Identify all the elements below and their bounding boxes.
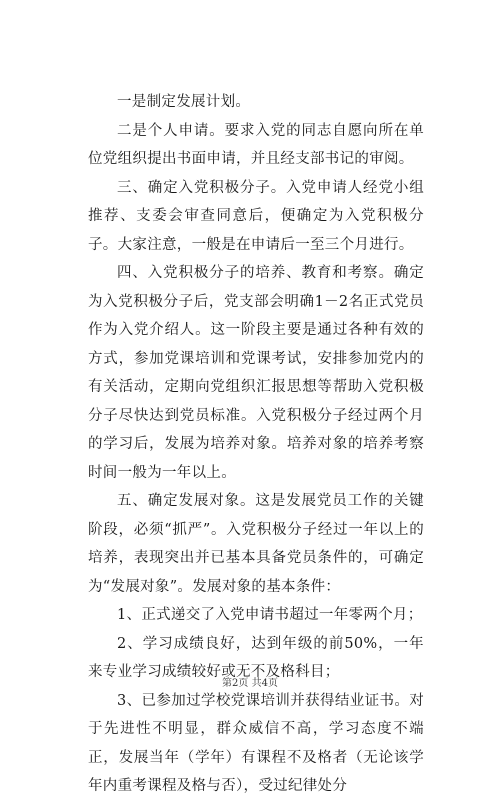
paragraph-activist: 三、确定入党积极分子。入党申请人经党小组推荐、支委会审查同意后，便确定为入党积极分子。大家注意，一般是在申请后一至三个月进行。 bbox=[88, 179, 424, 253]
paragraph-development-target: 五、确定发展对象。这是发展党员工作的关键阶段，必须“抓严”。入党积极分子经过一年以上的培养，表现突出并已基本具备党员条件的，可确定为“发展对象”。发展对象的基本条件： bbox=[88, 493, 424, 595]
paragraph-training: 四、入党积极分子的培养、教育和考察。确定为入党积极分子后，党支部会明确1－2名正式党员作为入党介绍人。这一阶段主要是通过各种有效的方式，参加党课培训和党课考试，安排参加党内的有关活动，定期向党组织汇报思想等帮助入党积极分子尽快达到党员标准。入党积极分子经过两个月的学习后，发展为培养对象。培养对象的培养考察时间一般为一年以上。 bbox=[88, 265, 424, 481]
paragraph-condition-2: 2、学习成绩良好，达到年级的前50%，一年来专业学习成绩较好或无不及格科目； bbox=[88, 635, 424, 680]
paragraph-intro: 一是制定发展计划。 bbox=[117, 94, 251, 110]
paragraph-condition-3: 3、已参加过学校党课培训并获得结业证书。对于先进性不明显，群众威信不高，学习态度不端正，发展当年（学年）有课程不及格者（无论该学年内重考课程及格与否），受过纪律处分 bbox=[88, 692, 424, 794]
paragraph-condition-1: 1、正式递交了入党申请书超过一年零两个月； bbox=[117, 607, 423, 623]
paragraph-application: 二是个人申请。要求入党的同志自愿向所在单位党组织提出书面申请，并且经支部书记的审阅。 bbox=[88, 122, 424, 167]
document-body bbox=[88, 88, 424, 801]
page-number-footer: 第2页 共4页 bbox=[222, 678, 278, 689]
